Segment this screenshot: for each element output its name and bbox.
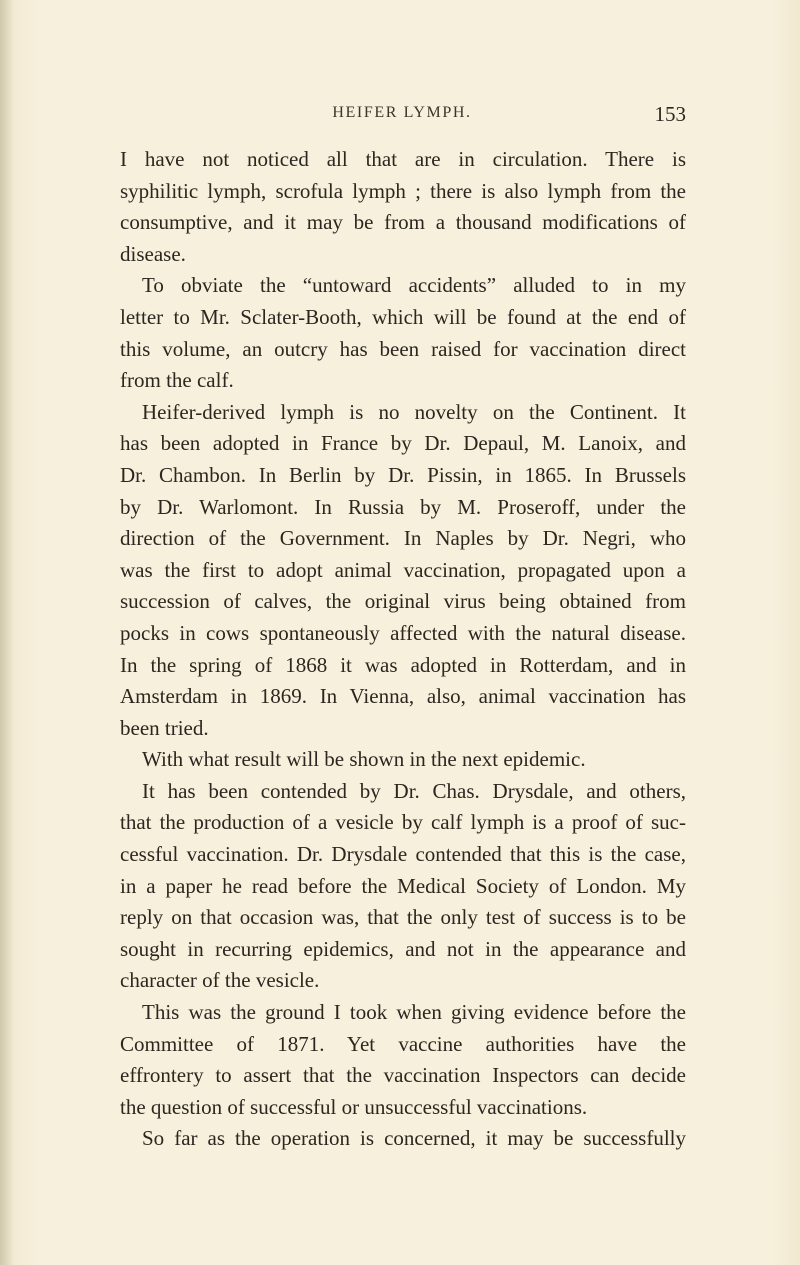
text-line: this volume, an outcry has been raised for vaccination direct <box>120 336 686 361</box>
text-line: Dr. Chambon. In Berlin by Dr. Pissin, in 1865. In Brussels <box>120 462 686 487</box>
text-line: by Dr. Warlomont. In Russia by M. Proseroff, under the <box>120 494 686 519</box>
text-line: To obviate the “untoward accidents” alluded to in my <box>142 273 686 298</box>
text-line: been tried. <box>120 715 209 740</box>
page-number: 153 <box>654 102 686 126</box>
body-text <box>120 144 686 1155</box>
text-line: consumptive, and it may be from a thousand modifications of <box>120 210 686 235</box>
text-line: letter to Mr. Sclater-Booth, which will be found at the end of <box>120 304 686 329</box>
text-line: has been adopted in France by Dr. Depaul, M. Lanoix, and <box>120 431 686 456</box>
gutter-shadow <box>0 0 14 1265</box>
text-line: cessful vaccination. Dr. Drysdale contended that this is the case, <box>120 842 686 867</box>
text-line: succession of calves, the original virus being obtained from <box>120 589 686 614</box>
text-line: disease. <box>120 241 186 266</box>
text-line: So far as the operation is concerned, it may be successfully <box>142 1126 686 1151</box>
text-line: was the first to adopt animal vaccination, propagated upon a <box>120 557 686 582</box>
text-line: reply on that occasion was, that the only test of success is to be <box>120 905 686 930</box>
text-line: I have not noticed all that are in circulation. There is <box>120 147 686 171</box>
text-line: direction of the Government. In Naples by Dr. Negri, who <box>120 526 686 551</box>
text-line: from the calf. <box>120 368 234 393</box>
text-line: the question of successful or unsuccessful vaccinations. <box>120 1094 588 1119</box>
text-line: character of the vesicle. <box>120 968 320 993</box>
text-line: that the production of a vesicle by calf lymph is a proof of suc- <box>120 810 686 835</box>
text-line: sought in recurring epidemics, and not in the appearance and <box>120 936 686 961</box>
text-line: Committee of 1871. Yet vaccine authorities have the <box>120 1031 686 1056</box>
text-line: Heifer-derived lymph is no novelty on the Continent. It <box>142 399 686 424</box>
running-head: HEIFER LYMPH. <box>332 104 472 121</box>
page-header <box>118 104 686 134</box>
text-line: In the spring of 1868 it was adopted in Rotterdam, and in <box>120 652 686 677</box>
text-line: With what result will be shown in the next epidemic. <box>142 747 586 772</box>
text-line: It has been contended by Dr. Chas. Drysdale, and others, <box>142 778 686 803</box>
text-line: effrontery to assert that the vaccination Inspectors can decide <box>120 1063 686 1088</box>
text-line: Amsterdam in 1869. In Vienna, also, animal vaccination has <box>120 684 686 709</box>
text-line: in a paper he read before the Medical Society of London. My <box>120 873 686 898</box>
text-line: This was the ground I took when giving evidence before the <box>142 1000 686 1025</box>
text-line: pocks in cows spontaneously affected with the natural disease. <box>120 620 686 645</box>
text-line: syphilitic lymph, scrofula lymph ; there is also lymph from the <box>120 178 686 203</box>
